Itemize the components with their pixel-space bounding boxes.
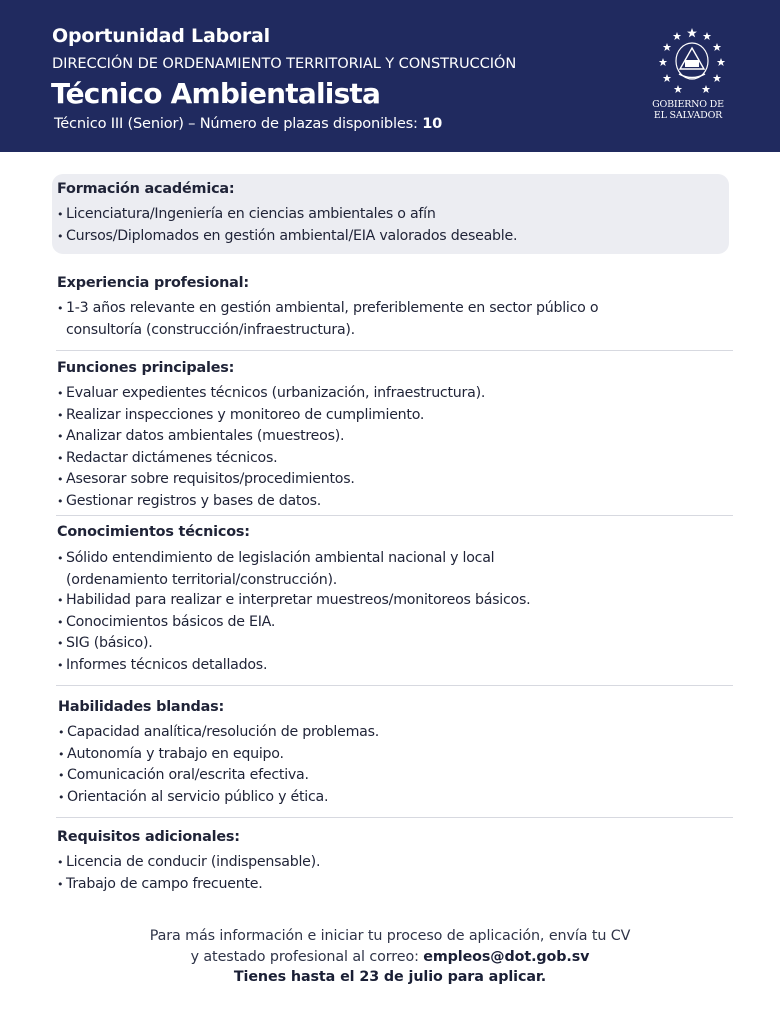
list-item-text: Sólido entendimiento de legislación ambiental nacional y local bbox=[66, 550, 495, 566]
job-level bbox=[54, 115, 442, 132]
divider bbox=[56, 350, 733, 351]
footer-line-2-text: y atestado profesional al correo: bbox=[190, 948, 424, 965]
requirements-title: Requisitos adicionales: bbox=[57, 829, 240, 845]
list-item: • Capacidad analítica/resolución de problemas. bbox=[58, 722, 379, 744]
functions-title: Funciones principales: bbox=[57, 360, 235, 376]
application-deadline: Tienes hasta el 23 de julio para aplicar. bbox=[233, 969, 547, 985]
list-item-text: 1-3 años relevante en gestión ambiental, preferiblemente en sector público o bbox=[66, 300, 599, 316]
header-banner bbox=[0, 0, 780, 152]
education-list bbox=[57, 204, 517, 247]
list-item bbox=[57, 548, 530, 590]
vacancies-count: 10 bbox=[422, 115, 443, 132]
footer-info bbox=[0, 926, 780, 988]
list-item: • Licencia de conducir (indispensable). bbox=[57, 852, 320, 874]
list-item: • Redactar dictámenes técnicos. bbox=[57, 448, 485, 470]
logo-line-2: EL SALVADOR bbox=[653, 110, 723, 121]
list-item: • Trabajo de campo frecuente. bbox=[57, 874, 320, 896]
experience-title: Experiencia profesional: bbox=[57, 275, 249, 291]
list-item: • Licenciatura/Ingeniería en ciencias ambientales o afín bbox=[57, 204, 517, 226]
list-item: • Informes técnicos detallados. bbox=[57, 655, 530, 677]
list-item: • Gestionar registros y bases de datos. bbox=[57, 491, 485, 513]
list-item: • Comunicación oral/escrita efectiva. bbox=[58, 765, 379, 787]
government-logo-text bbox=[642, 99, 734, 121]
job-title: Técnico Ambientalista bbox=[51, 77, 381, 110]
list-item: • Realizar inspecciones y monitoreo de cumplimiento. bbox=[57, 405, 485, 427]
list-item bbox=[57, 298, 598, 340]
list-item: • Orientación al servicio público y ética. bbox=[58, 787, 379, 809]
divider bbox=[56, 817, 733, 818]
functions-list bbox=[57, 383, 485, 512]
logo-line-1: GOBIERNO DE bbox=[652, 99, 724, 110]
list-item: • SIG (básico). bbox=[57, 633, 530, 655]
list-item: • Asesorar sobre requisitos/procedimientos. bbox=[57, 469, 485, 491]
soft-skills-title: Habilidades blandas: bbox=[58, 699, 225, 715]
job-level-text: Técnico III (Senior) – Número de plazas disponibles: bbox=[54, 115, 423, 132]
eyebrow-title: Oportunidad Laboral bbox=[52, 25, 270, 47]
contact-email[interactable]: empleos@dot.gob.sv bbox=[423, 948, 590, 965]
list-item: • Conocimientos básicos de EIA. bbox=[57, 612, 530, 634]
list-item: • Habilidad para realizar e interpretar muestreos/monitoreos básicos. bbox=[57, 590, 530, 612]
knowledge-list bbox=[57, 548, 530, 676]
list-item: • Autonomía y trabajo en equipo. bbox=[58, 744, 379, 766]
footer-line-2 bbox=[0, 947, 780, 968]
soft-skills-list bbox=[58, 722, 379, 808]
list-item: • Cursos/Diplomados en gestión ambiental/EIA valorados deseable. bbox=[57, 226, 517, 248]
experience-list bbox=[57, 298, 598, 340]
list-item: • Analizar datos ambientales (muestreos). bbox=[57, 426, 485, 448]
list-item-text-continued: consultoría (construcción/infraestructura). bbox=[66, 321, 355, 338]
department-name: DIRECCIÓN DE ORDENAMIENTO TERRITORIAL Y CONSTRUCCIÓN bbox=[52, 55, 517, 72]
divider bbox=[56, 685, 733, 686]
knowledge-title: Conocimientos técnicos: bbox=[57, 524, 250, 540]
divider bbox=[56, 515, 733, 516]
requirements-list bbox=[57, 852, 320, 895]
footer-line-1: Para más información e iniciar tu proceso de aplicación, envía tu CV bbox=[149, 928, 631, 944]
education-title: Formación académica: bbox=[57, 181, 235, 197]
list-item-text-continued: (ordenamiento territorial/construcción). bbox=[66, 571, 338, 588]
list-item: • Evaluar expedientes técnicos (urbanización, infraestructura). bbox=[57, 383, 485, 405]
